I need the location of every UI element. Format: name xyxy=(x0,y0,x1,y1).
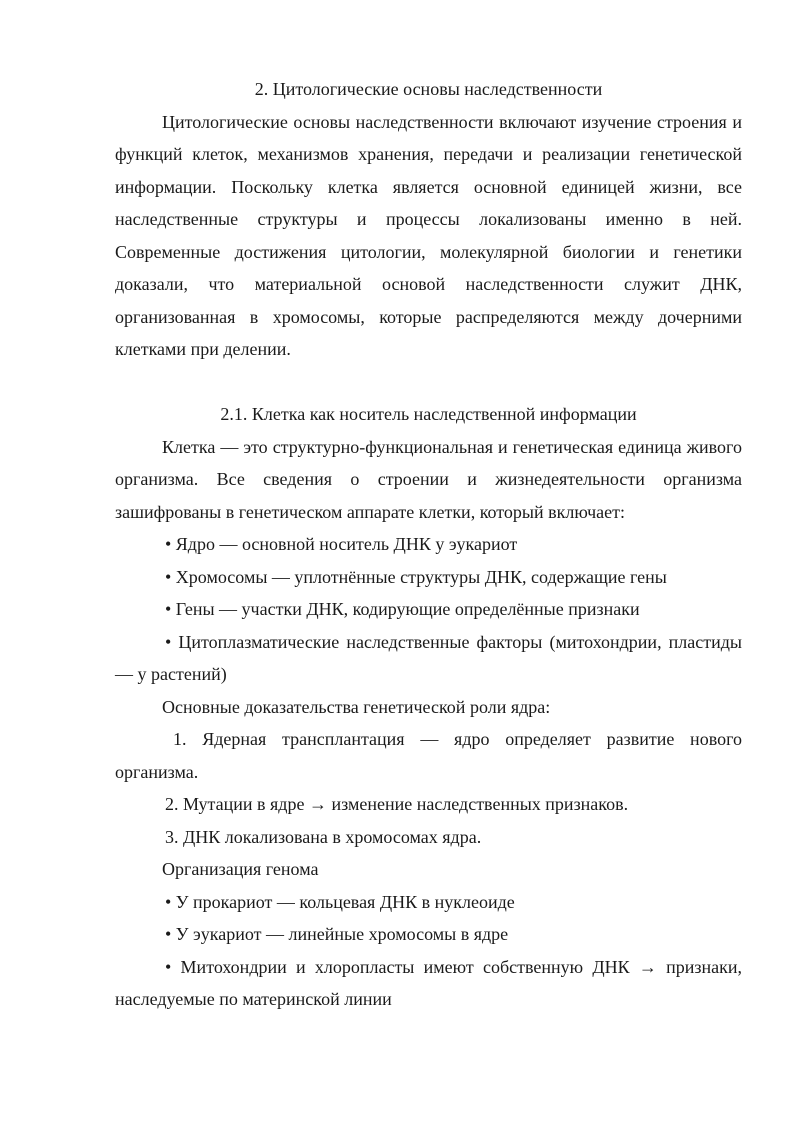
apparatus-item-cytoplasmic: • Цитоплазматические наследственные факторы (митохондрии, пластиды — у растений) xyxy=(115,631,742,684)
evidence-heading: Основные доказательства генетической роли ядра: xyxy=(162,696,551,717)
apparatus-item-chromosomes: • Хромосомы — уплотнённые структуры ДНК, содержащие гены xyxy=(165,566,667,587)
intro-paragraph: Цитологические основы наследственности включают изучение строения и функций клеток, механизмов хранения, передачи и реализации генетической информации. Поскольку клетка является основной единицей жизни, все наследственные структуры и процессы локализованы именно в ней. Современные достижения цитологии, молекулярной биологии и генетики доказали, что материальной основой наследственности служит ДНК, организованная в хромосомы, которые распределяются между дочерними клетками при делении. xyxy=(115,111,742,359)
section-title: 2. Цитологические основы наследственности xyxy=(254,79,603,99)
cell-paragraph: Клетка — это структурно-функциональная и генетическая единица живого организма. Все сведения о строении и жизнедеятельности организма зашифрованы в генетическом аппарате клетки, который включает: xyxy=(115,436,742,522)
genome-heading: Организация генома xyxy=(162,859,319,879)
apparatus-item-genes: • Гены — участки ДНК, кодирующие определённые признаки xyxy=(165,599,640,619)
evidence-item-mutations: 2. Мутации в ядре → изменение наследственных признаков. xyxy=(165,794,629,814)
genome-item-eukaryotes: • У эукариот — линейные хромосомы в ядре xyxy=(165,924,509,944)
evidence-item-dna: 3. ДНК локализована в хромосомах ядра. xyxy=(165,826,482,847)
genome-item-prokaryotes: • У прокариот — кольцевая ДНК в нуклеоиде xyxy=(165,891,515,912)
document-page xyxy=(115,73,742,1016)
apparatus-item-nucleus: • Ядро — основной носитель ДНК у эукариот xyxy=(165,534,518,554)
genome-item-organelles: • Митохондрии и хлоропласты имеют собственную ДНК → признаки, наследуемые по материнской линии xyxy=(115,956,742,1009)
evidence-item-transplant: 1. Ядерная трансплантация — ядро определяет развитие нового организма. xyxy=(115,729,742,782)
blank-line xyxy=(115,366,742,399)
subsection-title: 2.1. Клетка как носитель наследственной информации xyxy=(220,404,637,424)
